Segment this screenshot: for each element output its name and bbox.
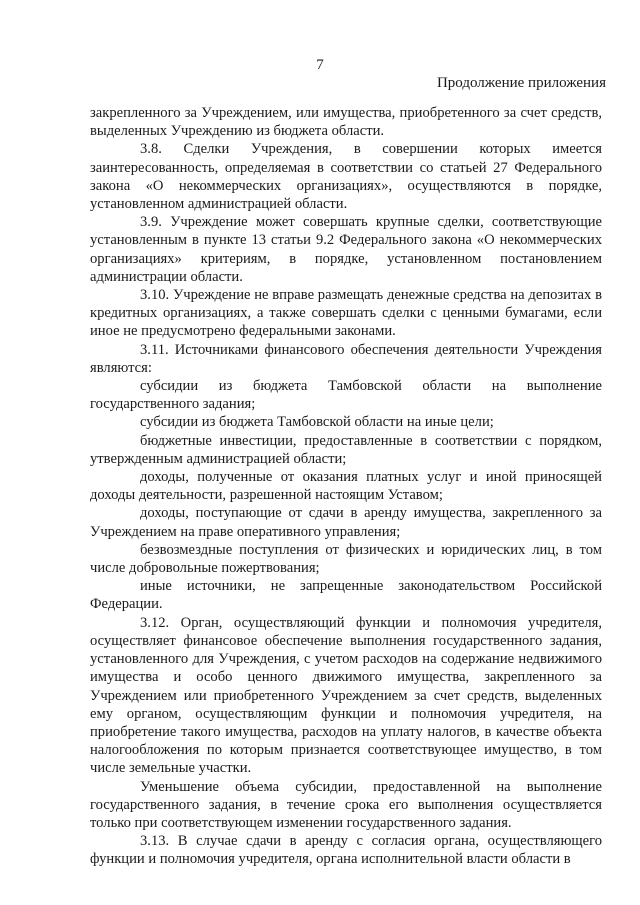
document-body <box>90 104 602 869</box>
paragraph-3-12: 3.12. Орган, осуществляющий функции и полномочия учредителя, осуществляет финансовое обеспечение выполнения государственного задания, установленного для Учреждения, с учетом расходов на содержание недвижимого имущества и особо ценного движимого имущества, закрепленного за Учреждением или приобретенного Учреждением за счет средств, выделенных ему органом, осуществляющим функции и полномочия учредителя, на приобретение такого имущества, расходов на уплату налогов, в качестве объекта налогообложения по которым признается соответствующее имущество, в том числе земельные участки. <box>90 614 602 777</box>
funding-source-item: доходы, полученные от оказания платных услуг и иной приносящей доходы деятельности, разрешенной настоящим Уставом; <box>90 469 602 504</box>
paragraph-3-10: 3.10. Учреждение не вправе размещать денежные средства на депозитах в кредитных организациях, а также совершать сделки с ценными бумагами, если иное не предусмотрено федеральными законами. <box>90 287 602 340</box>
paragraph-3-11: 3.11. Источниками финансового обеспечения деятельности Учреждения являются: <box>90 341 602 376</box>
funding-source-item: бюджетные инвестиции, предоставленные в соответствии с порядком, утвержденным администрацией области; <box>90 432 602 467</box>
funding-source-item: доходы, поступающие от сдачи в аренду имущества, закрепленного за Учреждением на праве оперативного управления; <box>90 505 602 540</box>
paragraph-3-8: 3.8. Сделки Учреждения, в совершении которых имеется заинтересованность, определяемая в соответствии со статьей 27 Федерального закона «О некоммерческих организациях», осуществляются в порядке, установленном администрацией области. <box>90 141 602 213</box>
funding-source-item: иные источники, не запрещенные законодательством Российской Федерации. <box>90 578 602 613</box>
funding-source-item: субсидии из бюджета Тамбовской области на иные цели; <box>140 414 494 431</box>
funding-source-item: безвозмездные поступления от физических и юридических лиц, в том числе добровольные пожертвования; <box>90 541 602 577</box>
paragraph-continuation: закрепленного за Учреждением, или имущества, приобретенного за счет средств, выделенных Учреждению из бюджета области. <box>90 105 602 140</box>
paragraph-subsidy-reduction: Уменьшение объема субсидии, предоставленной на выполнение государственного задания, в течение срока его выполнения осуществляется только при соответствующем изменении государственного задания. <box>90 778 602 831</box>
paragraph-3-9: 3.9. Учреждение может совершать крупные сделки, соответствующие установленным в пункте 13 статьи 9.2 Федерального закона «О некоммерческих организациях» критериям, в порядке, установленном постановлением администрации области. <box>90 214 602 285</box>
funding-source-item: субсидии из бюджета Тамбовской области на выполнение государственного задания; <box>90 378 602 413</box>
paragraph-3-13: 3.13. В случае сдачи в аренду с согласия органа, осуществляющего функции и полномочия учредителя, органа исполнительной власти области в <box>90 833 602 868</box>
appendix-continuation-note: Продолжение приложения <box>436 75 606 91</box>
page-number: 7 <box>316 57 324 73</box>
